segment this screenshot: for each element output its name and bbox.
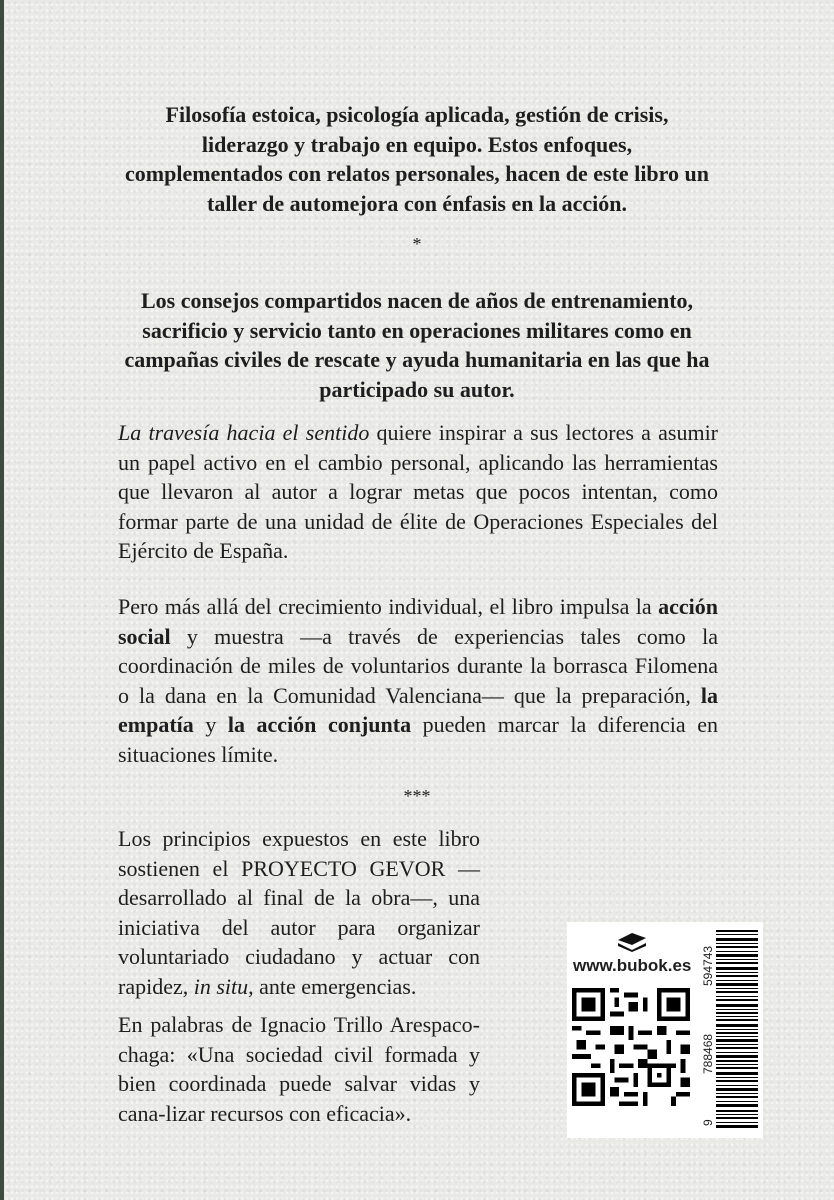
intro-line: complementados con relatos personales, hacen de este libro un (125, 161, 709, 186)
bold-phrase: acción social (118, 594, 718, 649)
cover-left-edge (0, 0, 4, 1200)
separator-asterisk: * (412, 234, 422, 254)
separator-triple-asterisk: *** (403, 786, 431, 806)
book-stack-icon (616, 930, 648, 952)
advice-line: sacrificio y servicio tanto en operaciones militares como en (142, 317, 692, 343)
book-title: La travesía hacia el sentido (118, 420, 370, 445)
paragraph-text: y (193, 712, 228, 737)
intro-paragraph (120, 100, 714, 218)
paragraph-text: pueden marcar la diferencia en situaciones límite. (118, 712, 719, 767)
paragraph-text: , ante emergencias. (248, 973, 417, 999)
bold-phrase: la empatía (118, 682, 718, 737)
paragraph-text: Pero más allá del crecimiento individual, el libro impulsa la (118, 594, 659, 619)
social-action-paragraph (118, 592, 718, 769)
advice-line: Los consejos compartidos nacen de años de entrenamiento, (140, 288, 694, 313)
quote-paragraph (118, 1010, 480, 1128)
paragraph-text: En palabras de Ignacio Trillo Arespaco-chaga: «Una sociedad civil formada y bien coordinada puede salvar vidas y cana-lizar recursos con eficacia». (118, 1012, 480, 1126)
intro-line: Filosofía estoica, psicología aplicada, gestión de crisis, (165, 102, 669, 127)
intro-line: liderazgo y trabajo en equipo. Estos enfoques, (201, 131, 633, 157)
isbn-digit-prefix: 9 (701, 1119, 715, 1126)
advice-line: campañas civiles de rescate y ayuda humanitaria en las que ha (124, 347, 710, 372)
advice-paragraph (110, 286, 724, 404)
intro-line: taller de automejora con énfasis en la acción. (207, 190, 627, 216)
publisher-website: www.bubok.es (573, 956, 692, 975)
isbn-digits-group1: 788468 (701, 1033, 715, 1074)
italic-phrase: in situ (193, 973, 249, 999)
description-paragraph (118, 418, 718, 566)
qr-code (572, 988, 690, 1106)
bold-phrase: la acción conjunta (227, 712, 412, 737)
paragraph-text: Los principios expuestos en este libro sostienen el PROYECTO GEVOR —desarrollado al final de la obra—, una iniciativa del autor para organizar voluntariado ciudadano y actuar con rapidez, (118, 826, 480, 999)
paragraph-text: y muestra —a través de experiencias tales como la coordinación de miles de voluntarios durante la borrasca Filomena o la dana en la Comunidad Valenciana— que la preparación, (118, 623, 718, 708)
isbn-digits-group2: 594743 (701, 945, 715, 986)
advice-line: participado su autor. (319, 376, 515, 402)
paragraph-text: quiere inspirar a sus lectores a asumir un papel activo en el cambio personal, aplicando las herramientas que llevaron al autor a lograr metas que pocos intentan, como formar parte de una unidad de élite de Operaciones Especiales del Ejército de España. (118, 420, 719, 563)
project-paragraph (118, 824, 480, 1001)
